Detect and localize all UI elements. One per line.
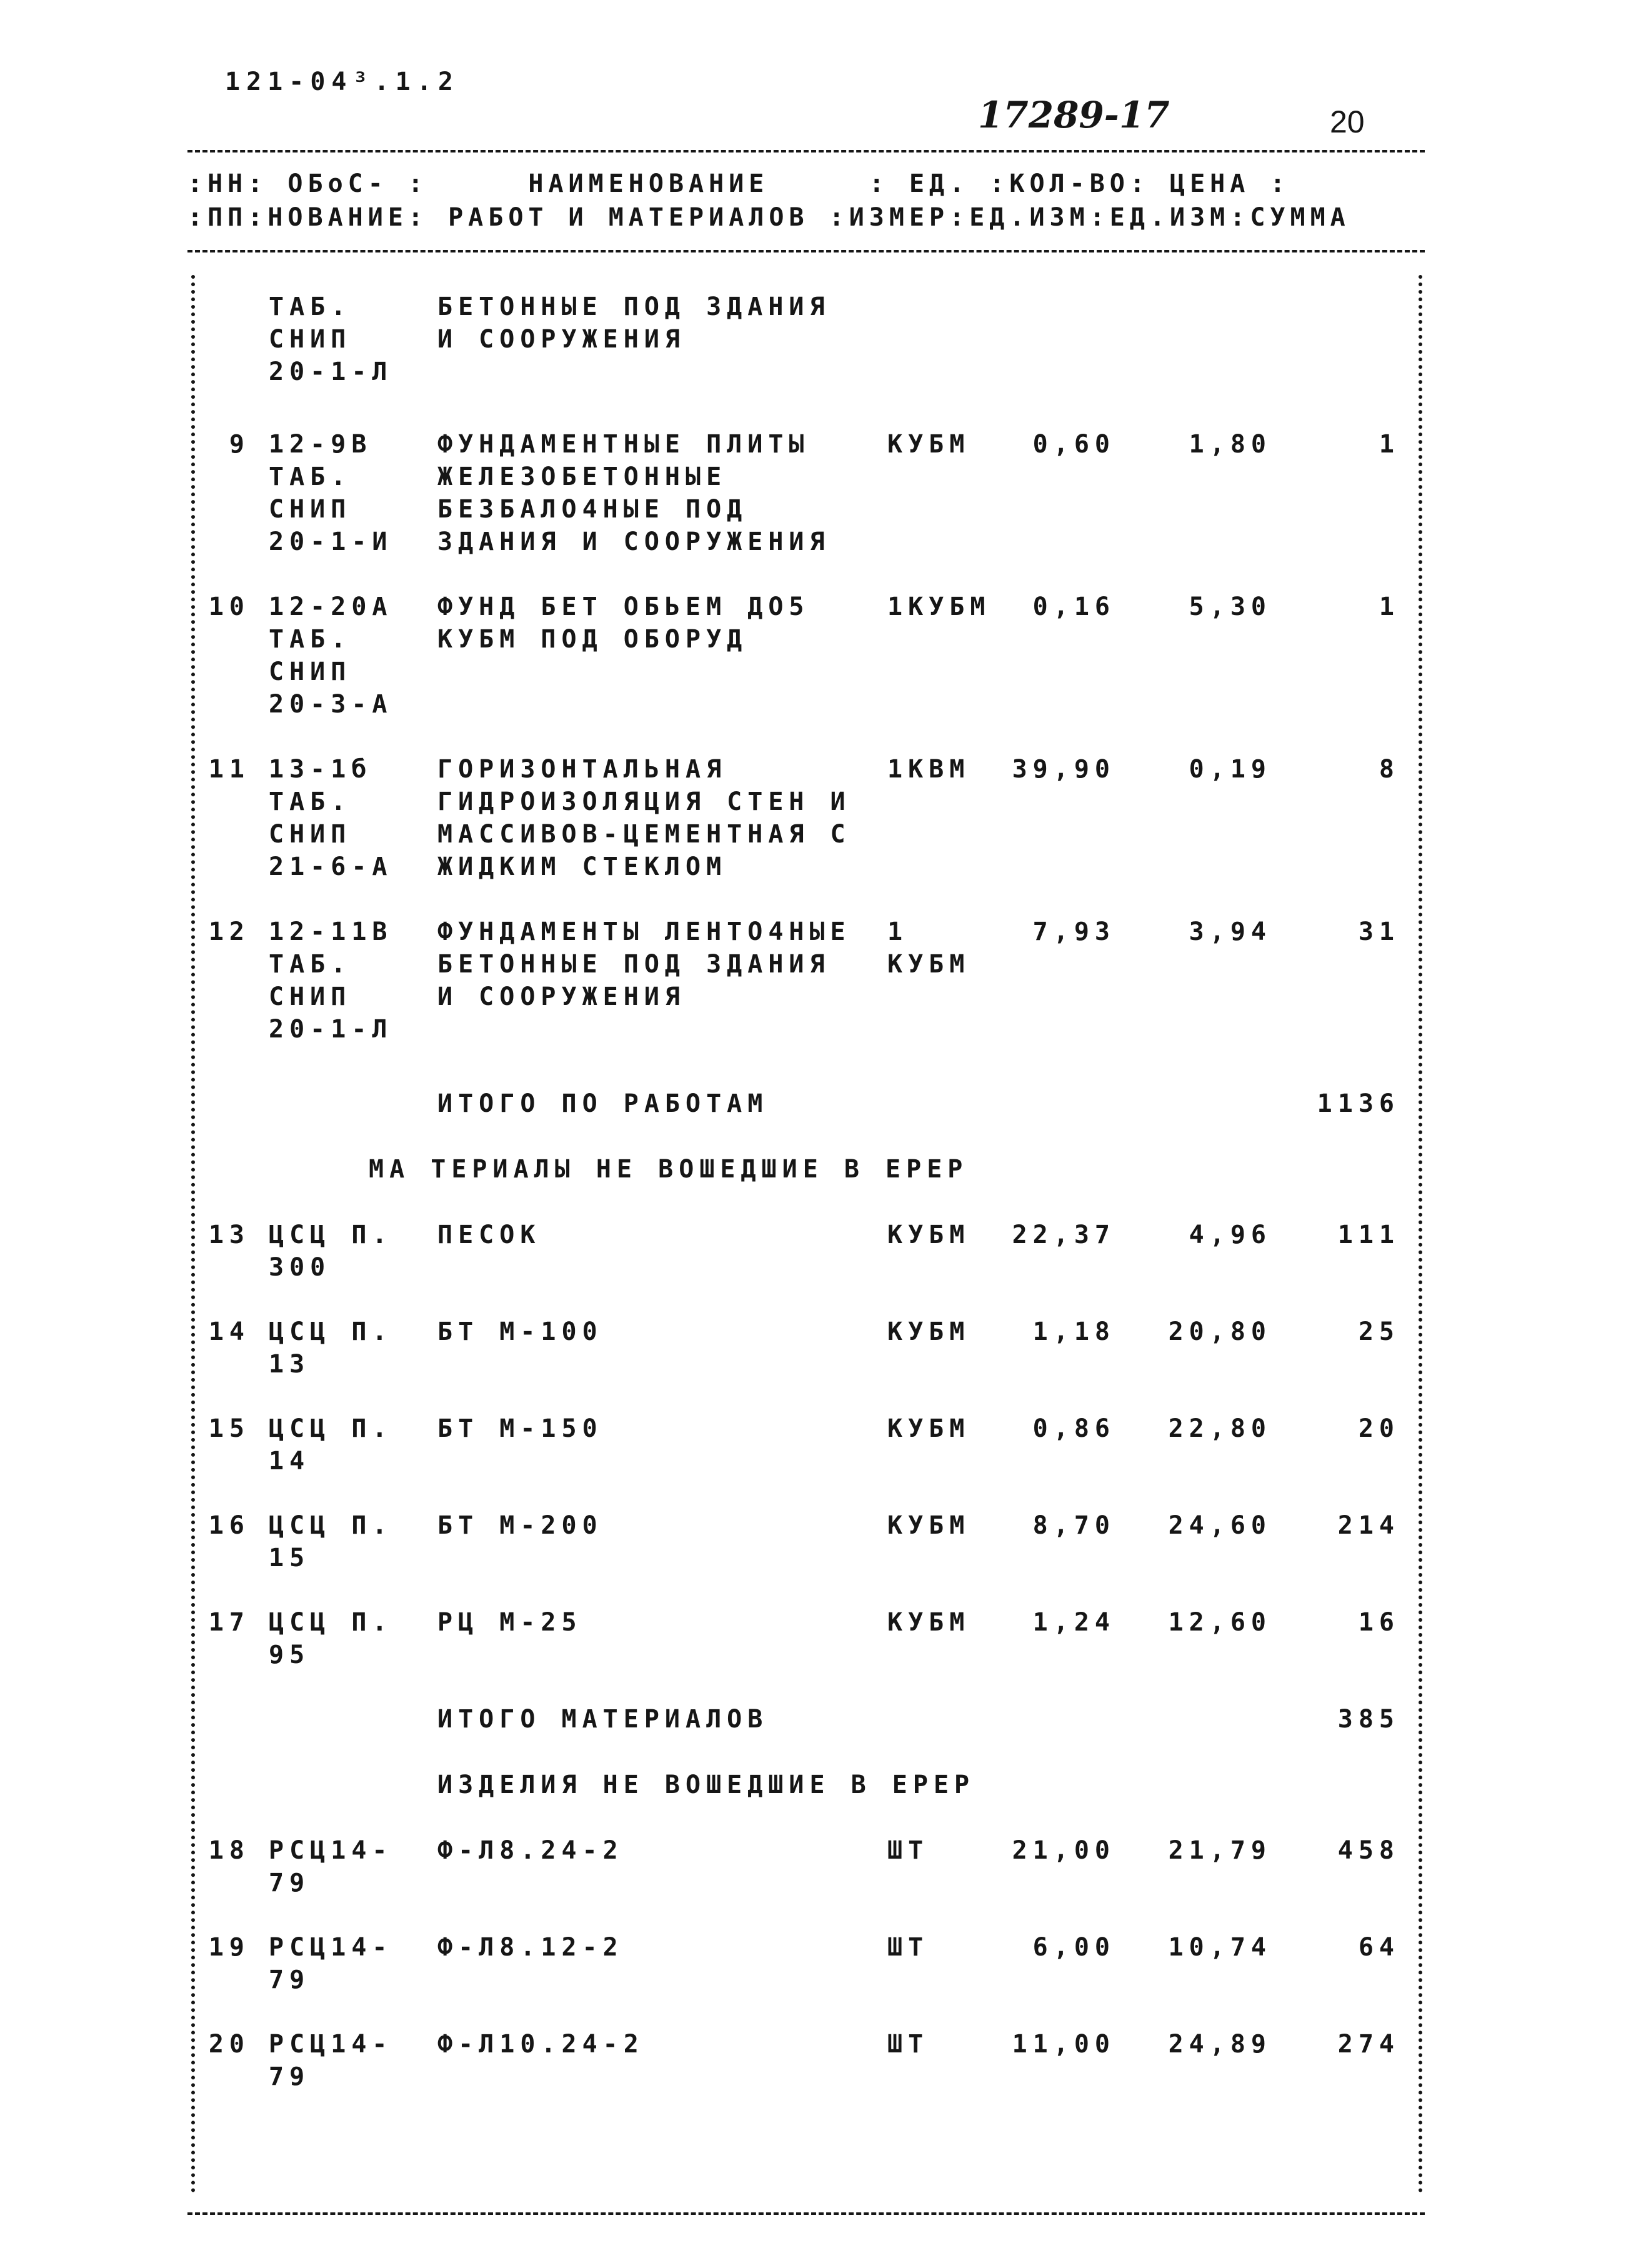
row-number: 18 bbox=[208, 1836, 250, 1865]
total-works-sum: 1136 bbox=[1317, 1089, 1400, 1118]
basis-line: ЦСЦ П. bbox=[269, 1414, 393, 1443]
basis-line: ЦСЦ П. bbox=[269, 1608, 393, 1637]
basis-line: 79 bbox=[269, 1869, 311, 1897]
row-number: 14 bbox=[208, 1317, 250, 1346]
row-number: 17 bbox=[208, 1608, 250, 1637]
top-rule bbox=[187, 150, 1425, 152]
row-number: 20 bbox=[208, 2030, 250, 2059]
work-name-line: ЗДАНИЯ И СООРУЖЕНИЯ bbox=[437, 527, 830, 556]
basis-line: 79 bbox=[269, 1966, 311, 1994]
page-number: 20 bbox=[1330, 104, 1365, 139]
basis-line: 12-9В bbox=[269, 430, 372, 459]
price-cell: 3,94 bbox=[1189, 917, 1272, 946]
sum-cell: 31 bbox=[1358, 917, 1400, 946]
basis-line: ТАБ. bbox=[269, 950, 352, 979]
bottom-rule bbox=[187, 2212, 1425, 2215]
sum-cell: 20 bbox=[1358, 1414, 1400, 1443]
sum-cell: 16 bbox=[1358, 1608, 1400, 1637]
sum-cell: 64 bbox=[1358, 1933, 1400, 1962]
unit-cell: КУБМ bbox=[887, 1317, 970, 1346]
work-name-line: И СООРУЖЕНИЯ bbox=[437, 325, 686, 354]
sum-cell: 214 bbox=[1337, 1511, 1400, 1540]
basis-line: 79 bbox=[269, 2062, 311, 2091]
unit-cell: 1КУБМ bbox=[887, 592, 991, 621]
total-materials-sum: 385 bbox=[1337, 1705, 1400, 1734]
unit-cell: ШТ bbox=[887, 1836, 929, 1865]
work-name-line: И СООРУЖЕНИЯ bbox=[437, 982, 686, 1011]
basis-line: ЦСЦ П. bbox=[269, 1221, 393, 1249]
right-border bbox=[1419, 275, 1422, 2194]
basis-line: ТАБ. bbox=[269, 292, 352, 321]
quantity-cell: 7,93 bbox=[1032, 917, 1115, 946]
price-cell: 4,96 bbox=[1189, 1221, 1272, 1249]
inventory-number: 17289-17 bbox=[978, 94, 1170, 136]
row-number: 15 bbox=[208, 1414, 250, 1443]
column-header-line1: :НН: ОБоС- : НАИМЕНОВАНИЕ : ЕД. :КОЛ-ВО: ЦЕНА : bbox=[187, 169, 1290, 198]
basis-line: ТАБ. bbox=[269, 787, 352, 816]
price-cell: 12,60 bbox=[1168, 1608, 1272, 1637]
work-name-line: РЦ М-25 bbox=[437, 1608, 582, 1637]
work-name-line: ФУНДАМЕНТЫ ЛЕНТО4НЫЕ bbox=[437, 917, 851, 946]
unit-cell: 1 bbox=[887, 917, 909, 946]
quantity-cell: 8,70 bbox=[1032, 1511, 1115, 1540]
work-name-line: ФУНД БЕТ ОБЬЕМ ДО5 bbox=[437, 592, 810, 621]
price-cell: 1,80 bbox=[1189, 430, 1272, 459]
unit-cell: ШТ bbox=[887, 1933, 929, 1962]
quantity-cell: 0,16 bbox=[1032, 592, 1115, 621]
work-name-line: Ф-Л10.24-2 bbox=[437, 2030, 644, 2059]
basis-line: 20-1-Л bbox=[269, 357, 393, 386]
sum-cell: 111 bbox=[1337, 1221, 1400, 1249]
price-cell: 5,30 bbox=[1189, 592, 1272, 621]
quantity-cell: 22,37 bbox=[1012, 1221, 1115, 1249]
work-name-line: БТ М-150 bbox=[437, 1414, 603, 1443]
basis-line: СНИП bbox=[269, 325, 352, 354]
basis-line: 20-1-И bbox=[269, 527, 393, 556]
quantity-cell: 6,00 bbox=[1032, 1933, 1115, 1962]
price-cell: 22,80 bbox=[1168, 1414, 1272, 1443]
materials-heading: МА ТЕРИАЛЫ НЕ ВОШЕДШИЕ В ЕРЕР bbox=[369, 1155, 969, 1184]
left-border bbox=[191, 275, 195, 2194]
basis-line: СНИП bbox=[269, 495, 352, 524]
basis-line: 14 bbox=[269, 1447, 311, 1476]
row-number: 10 bbox=[208, 592, 250, 621]
sum-cell: 1 bbox=[1379, 592, 1400, 621]
basis-line: 12-11В bbox=[269, 917, 393, 946]
basis-line: СНИП bbox=[269, 982, 352, 1011]
row-number: 13 bbox=[208, 1221, 250, 1249]
basis-line: 13 bbox=[269, 1350, 311, 1379]
work-name-line: МАССИВОВ-ЦЕМЕНТНАЯ С bbox=[437, 820, 851, 849]
sum-cell: 25 bbox=[1358, 1317, 1400, 1346]
quantity-cell: 1,24 bbox=[1032, 1608, 1115, 1637]
unit-cell: КУБМ bbox=[887, 1511, 970, 1540]
quantity-cell: 0,60 bbox=[1032, 430, 1115, 459]
work-name-line: ЖИДКИМ СТЕКЛОМ bbox=[437, 852, 727, 881]
work-name-line: ГИДРОИЗОЛЯЦИЯ СТЕН И bbox=[437, 787, 851, 816]
price-cell: 10,74 bbox=[1168, 1933, 1272, 1962]
basis-line: СНИП bbox=[269, 657, 352, 686]
sum-cell: 1 bbox=[1379, 430, 1400, 459]
basis-line: 15 bbox=[269, 1544, 311, 1572]
work-name-line: ФУНДАМЕНТНЫЕ ПЛИТЫ bbox=[437, 430, 810, 459]
unit-cell: КУБМ bbox=[887, 430, 970, 459]
quantity-cell: 21,00 bbox=[1012, 1836, 1115, 1865]
row-number: 9 bbox=[229, 430, 250, 459]
row-number: 11 bbox=[208, 755, 250, 784]
quantity-cell: 11,00 bbox=[1012, 2030, 1115, 2059]
row-number: 16 bbox=[208, 1511, 250, 1540]
unit-cell: КУБМ bbox=[887, 950, 970, 979]
sum-cell: 8 bbox=[1379, 755, 1400, 784]
work-name-line: БТ М-100 bbox=[437, 1317, 603, 1346]
basis-line: ТАБ. bbox=[269, 625, 352, 654]
work-name-line: ПЕСОК bbox=[437, 1221, 541, 1249]
basis-line: РСЦ14- bbox=[269, 2030, 393, 2059]
work-name-line: БЕТОННЫЕ ПОД ЗДАНИЯ bbox=[437, 950, 830, 979]
price-cell: 24,89 bbox=[1168, 2030, 1272, 2059]
price-cell: 21,79 bbox=[1168, 1836, 1272, 1865]
work-name-line: ГОРИЗОНТАЛЬНАЯ bbox=[437, 755, 727, 784]
sum-cell: 274 bbox=[1337, 2030, 1400, 2059]
basis-line: 20-1-Л bbox=[269, 1015, 393, 1044]
row-number: 19 bbox=[208, 1933, 250, 1962]
basis-line: ЦСЦ П. bbox=[269, 1317, 393, 1346]
quantity-cell: 0,86 bbox=[1032, 1414, 1115, 1443]
work-name-line: БЕЗБАЛО4НЫЕ ПОД bbox=[437, 495, 748, 524]
sum-cell: 458 bbox=[1337, 1836, 1400, 1865]
work-name-line: БТ М-200 bbox=[437, 1511, 603, 1540]
basis-line: 300 bbox=[269, 1253, 331, 1282]
price-cell: 0,19 bbox=[1189, 755, 1272, 784]
work-name-line: Ф-Л8.12-2 bbox=[437, 1933, 624, 1962]
work-name-line: КУБМ ПОД ОБОРУД bbox=[437, 625, 748, 654]
basis-line: 95 bbox=[269, 1641, 311, 1669]
items-heading: ИЗДЕЛИЯ НЕ ВОШЕДШИЕ В ЕРЕР bbox=[437, 1771, 975, 1799]
unit-cell: КУБМ bbox=[887, 1608, 970, 1637]
column-header-line2: :ПП:НОВАНИЕ: РАБОТ И МАТЕРИАЛОВ :ИЗМЕР:ЕД.ИЗМ:ЕД.ИЗМ:СУММА bbox=[187, 203, 1350, 232]
work-name-line: БЕТОННЫЕ ПОД ЗДАНИЯ bbox=[437, 292, 830, 321]
total-materials-label: ИТОГО МАТЕРИАЛОВ bbox=[437, 1705, 769, 1734]
work-name-line: ЖЕЛЕЗОБЕТОННЫЕ bbox=[437, 462, 727, 491]
unit-cell: ШТ bbox=[887, 2030, 929, 2059]
work-name-line: Ф-Л8.24-2 bbox=[437, 1836, 624, 1865]
price-cell: 20,80 bbox=[1168, 1317, 1272, 1346]
header-rule bbox=[187, 250, 1425, 252]
document-code: 121-04³.1.2 bbox=[225, 67, 459, 96]
row-number: 12 bbox=[208, 917, 250, 946]
price-cell: 24,60 bbox=[1168, 1511, 1272, 1540]
basis-line: 20-3-А bbox=[269, 690, 393, 719]
unit-cell: КУБМ bbox=[887, 1221, 970, 1249]
basis-line: СНИП bbox=[269, 820, 352, 849]
basis-line: ТАБ. bbox=[269, 462, 352, 491]
basis-line: РСЦ14- bbox=[269, 1836, 393, 1865]
quantity-cell: 1,18 bbox=[1032, 1317, 1115, 1346]
basis-line: 12-20А bbox=[269, 592, 393, 621]
basis-line: 13-1б bbox=[269, 755, 372, 784]
quantity-cell: 39,90 bbox=[1012, 755, 1115, 784]
total-works-label: ИТОГО ПО РАБОТАМ bbox=[437, 1089, 769, 1118]
unit-cell: КУБМ bbox=[887, 1414, 970, 1443]
unit-cell: 1КВМ bbox=[887, 755, 970, 784]
basis-line: ЦСЦ П. bbox=[269, 1511, 393, 1540]
basis-line: 21-6-А bbox=[269, 852, 393, 881]
basis-line: РСЦ14- bbox=[269, 1933, 393, 1962]
